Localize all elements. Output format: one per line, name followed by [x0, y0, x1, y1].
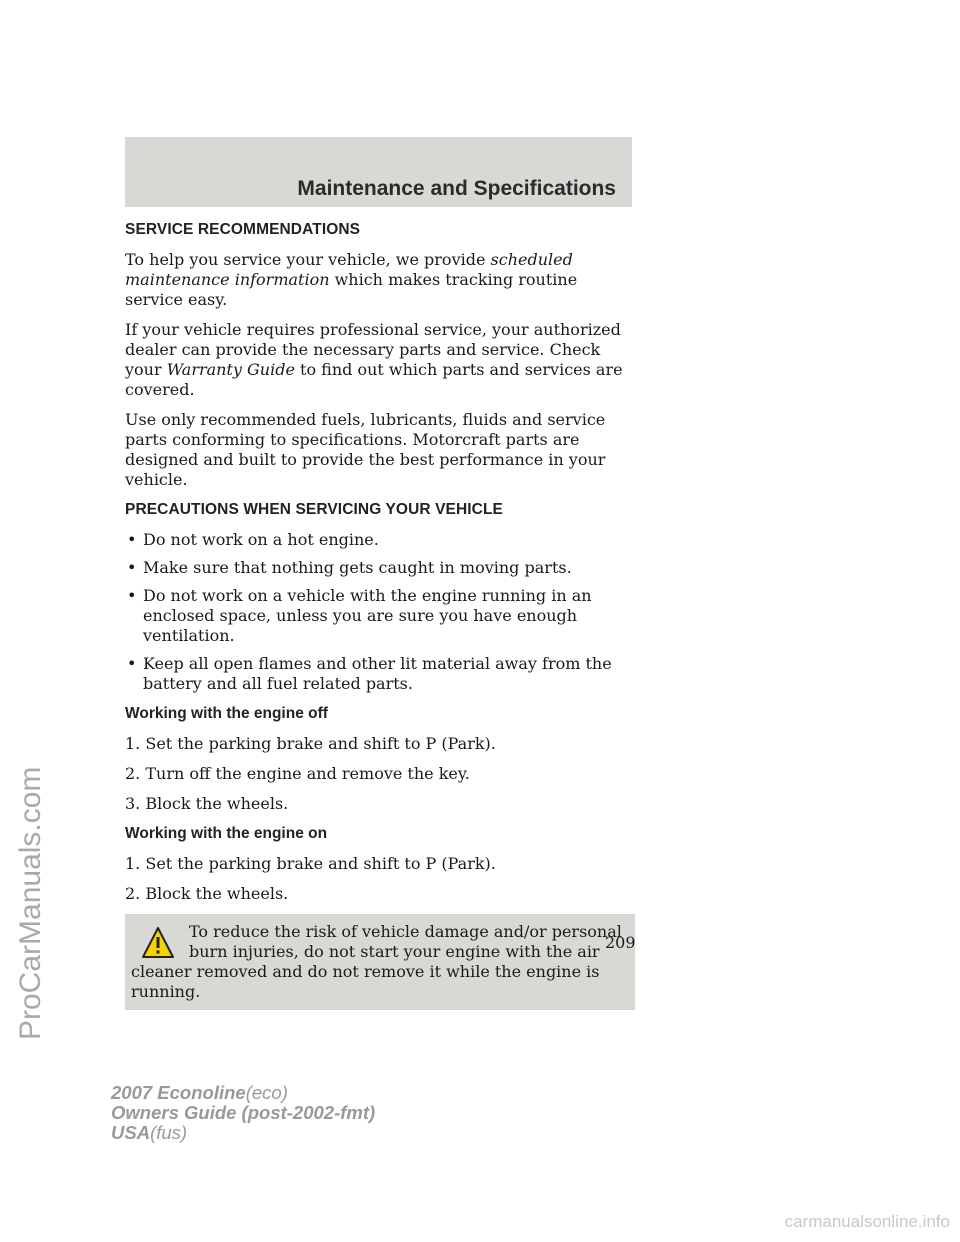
page-content	[125, 220, 635, 1010]
paragraph-service-2: If your vehicle requires professional service, your authorized dealer can provide the necessary parts and service. Check your Warranty Guide to find out which parts and services are covered.	[125, 320, 623, 399]
heading-engine-off: Working with the engine off	[125, 705, 328, 722]
step-engine-on: 2. Block the wheels.	[125, 884, 289, 903]
step-engine-off: 1. Set the parking brake and shift to P (Park).	[125, 734, 496, 753]
step-engine-on: 1. Set the parking brake and shift to P (Park).	[125, 854, 496, 873]
warning-triangle-icon	[141, 926, 175, 960]
paragraph-service-1: To help you service your vehicle, we provide scheduled maintenance information which makes tracking routine service easy.	[125, 250, 578, 309]
list-item: • Do not work on a vehicle with the engine running in an enclosed space, unless you are sure you have enough ventilation.	[127, 586, 592, 645]
bottom-watermark: carmanualsonline.info	[784, 1212, 950, 1231]
step-engine-off: 2. Turn off the engine and remove the key.	[125, 764, 470, 783]
bullet-icon: •	[127, 654, 137, 673]
bullet-icon: •	[127, 586, 137, 605]
italic-term: Warranty Guide	[166, 360, 295, 379]
heading-engine-on: Working with the engine on	[125, 825, 328, 842]
warning-text: To reduce the risk of vehicle damage and/or personal burn injuries, do not start your engine with the air cleaner removed and do not remove it while the engine is running.	[131, 922, 622, 1001]
bullet-icon: •	[127, 558, 137, 577]
list-item: • Make sure that nothing gets caught in moving parts.	[127, 558, 572, 577]
list-item: • Keep all open flames and other lit material away from the battery and all fuel related parts.	[127, 654, 612, 693]
header-band	[125, 137, 632, 207]
heading-precautions: PRECAUTIONS WHEN SERVICING YOUR VEHICLE	[125, 501, 503, 518]
document-footer	[111, 1083, 375, 1143]
footer-line-3: USA(fus)	[111, 1122, 188, 1143]
warning-box	[125, 914, 635, 1010]
page-number: 209	[605, 933, 636, 952]
footer-line-1: 2007 Econoline(eco)	[111, 1082, 288, 1103]
step-engine-off: 3. Block the wheels.	[125, 794, 289, 813]
footer-line-2: Owners Guide (post-2002-fmt)	[111, 1102, 376, 1123]
bullet-icon: •	[127, 530, 137, 549]
list-item: • Do not work on a hot engine.	[127, 530, 379, 549]
heading-service-recommendations: SERVICE RECOMMENDATIONS	[125, 221, 361, 238]
precautions-list	[125, 530, 635, 694]
page-section-title: Maintenance and Specifications	[297, 177, 616, 200]
paragraph-service-3: Use only recommended fuels, lubricants, fluids and service parts conforming to specifications. Motorcraft parts are designed and built to provide the best performance in your vehicle.	[125, 410, 606, 489]
italic-term: scheduled maintenance information	[125, 250, 573, 289]
